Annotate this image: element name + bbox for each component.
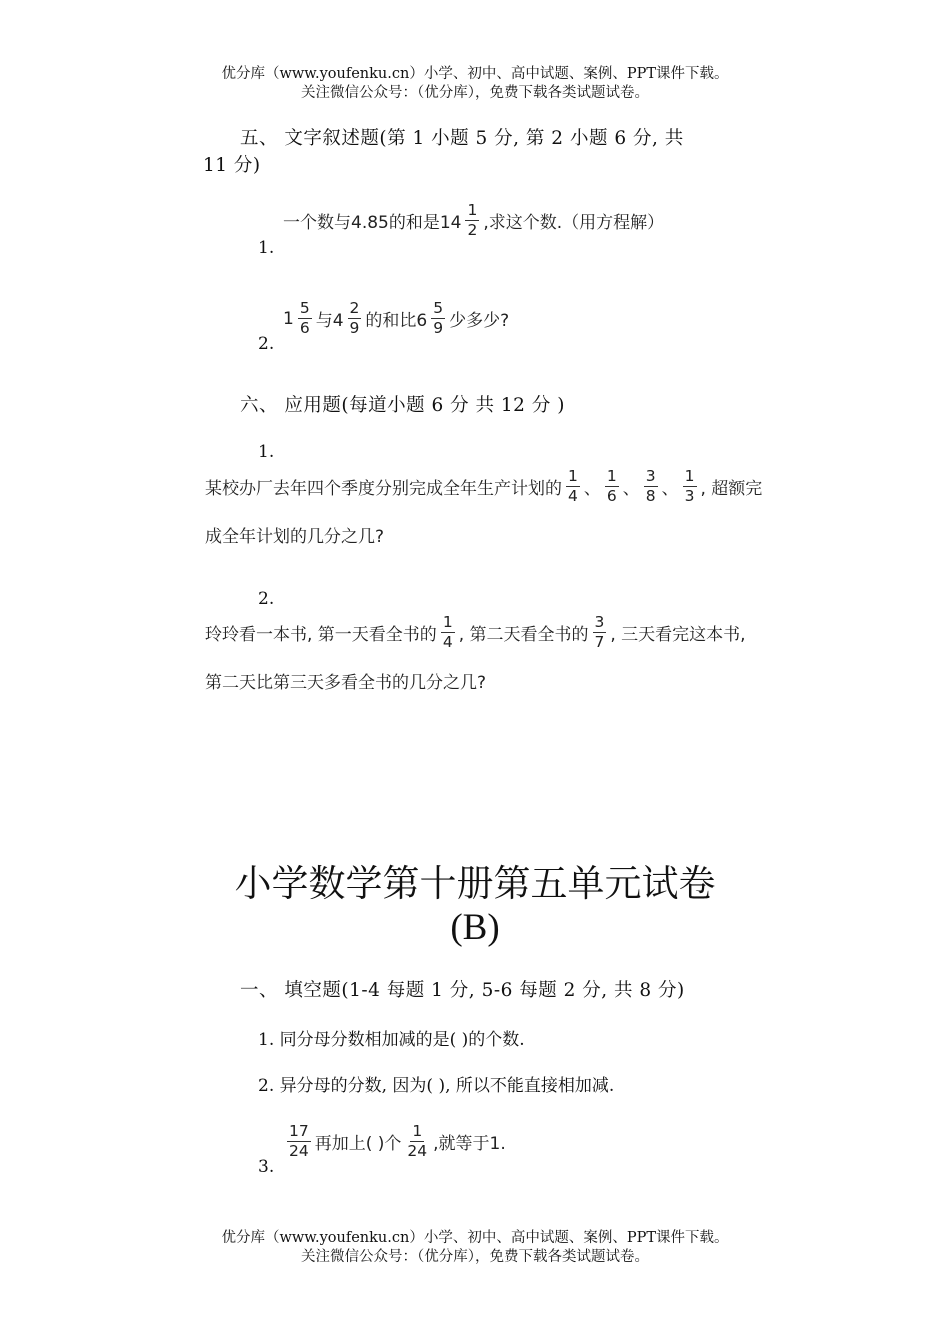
s5-question-2-text: 1 $\frac{5}{6}$ 与4 $\frac{2}{9}$ 的和比6 $\frac{5}{9}$ 少多少? [283,299,510,337]
fraction: $\frac{3}{8}$ [645,467,656,505]
s6-question-1-number: 1. [258,442,275,462]
fraction: $\frac{1}{4}$ [568,467,578,505]
exam-section-1-title: 一、 填空题(1-4 每题 1 分, 5-6 每题 2 分, 共 8 分) [240,980,685,1001]
s6-question-1-text-cont: 成全年计划的几分之几? [205,527,385,547]
exam-subtitle: (B) [450,907,500,948]
fraction: $\frac{1}{4}$ [442,613,453,651]
page-footer-line-2: 关注微信公众号：（优分库），免费下载各类试题试卷。 [301,1249,649,1265]
page-footer-line-1: 优分库（www.youfenku.cn）小学、初中、高中试题、案例、PPT课件下载。 [221,1230,729,1246]
exam-title: 小学数学第十册第五单元试卷 [234,864,716,905]
section-5-title-cont: 11 分) [203,155,261,176]
s5-question-1-text: 一个数与4.85的和是14 $\frac{1}{2}$ ,求这个数.（用方程解） [283,201,665,239]
page-header-line-2: 关注微信公众号：（优分库），免费下载各类试题试卷。 [301,85,649,101]
section-5-title: 五、 文字叙述题(第 1 小题 5 分, 第 2 小题 6 分, 共 [240,128,684,149]
fraction: $\frac{5}{6}$ [299,299,310,337]
fraction: $\frac{5}{9}$ [433,299,444,337]
fraction: $\frac{1}{6}$ [606,467,617,505]
s5-question-1-number: 1. [258,238,275,258]
fraction: $\frac{17}{24}$ [289,1122,309,1160]
s6-question-2-number: 2. [258,589,275,609]
s5-question-2-number: 2. [258,334,275,354]
fill-blank-item-1: 1. 同分母分数相加减的是( )的个数. [258,1030,525,1050]
s6-question-1-text: 某校办厂去年四个季度分别完成全年生产计划的 $\frac{1}{4}$ 、 $\frac{1}{6}$ 、 $\frac{3}{8}$ 、 $\frac{1}{3}$ , 超额完 [205,467,763,505]
section-6-title: 六、 应用题(每道小题 6 分 共 12 分 ) [240,395,565,416]
fraction: $\frac{1}{2}$ [467,201,478,239]
fraction: $\frac{1}{24}$ [407,1122,428,1160]
fill-blank-item-3-text: $\frac{17}{24}$ 再加上( )个 $\frac{1}{24}$ ,就等于1. [289,1122,506,1160]
fill-blank-item-3-number: 3. [258,1157,275,1177]
fill-blank-item-2: 2. 异分母的分数, 因为( ), 所以不能直接相加减. [258,1076,615,1096]
fraction: $\frac{1}{3}$ [684,467,695,505]
s6-question-2-text: 玲玲看一本书, 第一天看全书的 $\frac{1}{4}$ , 第二天看全书的 $\frac{3}{7}$ , 三天看完这本书, [205,613,746,651]
fraction: $\frac{3}{7}$ [594,613,605,651]
page-header-line-1: 优分库（www.youfenku.cn）小学、初中、高中试题、案例、PPT课件下载。 [221,66,729,82]
fraction: $\frac{2}{9}$ [349,299,360,337]
s6-question-2-text-cont: 第二天比第三天多看全书的几分之几? [205,673,487,693]
